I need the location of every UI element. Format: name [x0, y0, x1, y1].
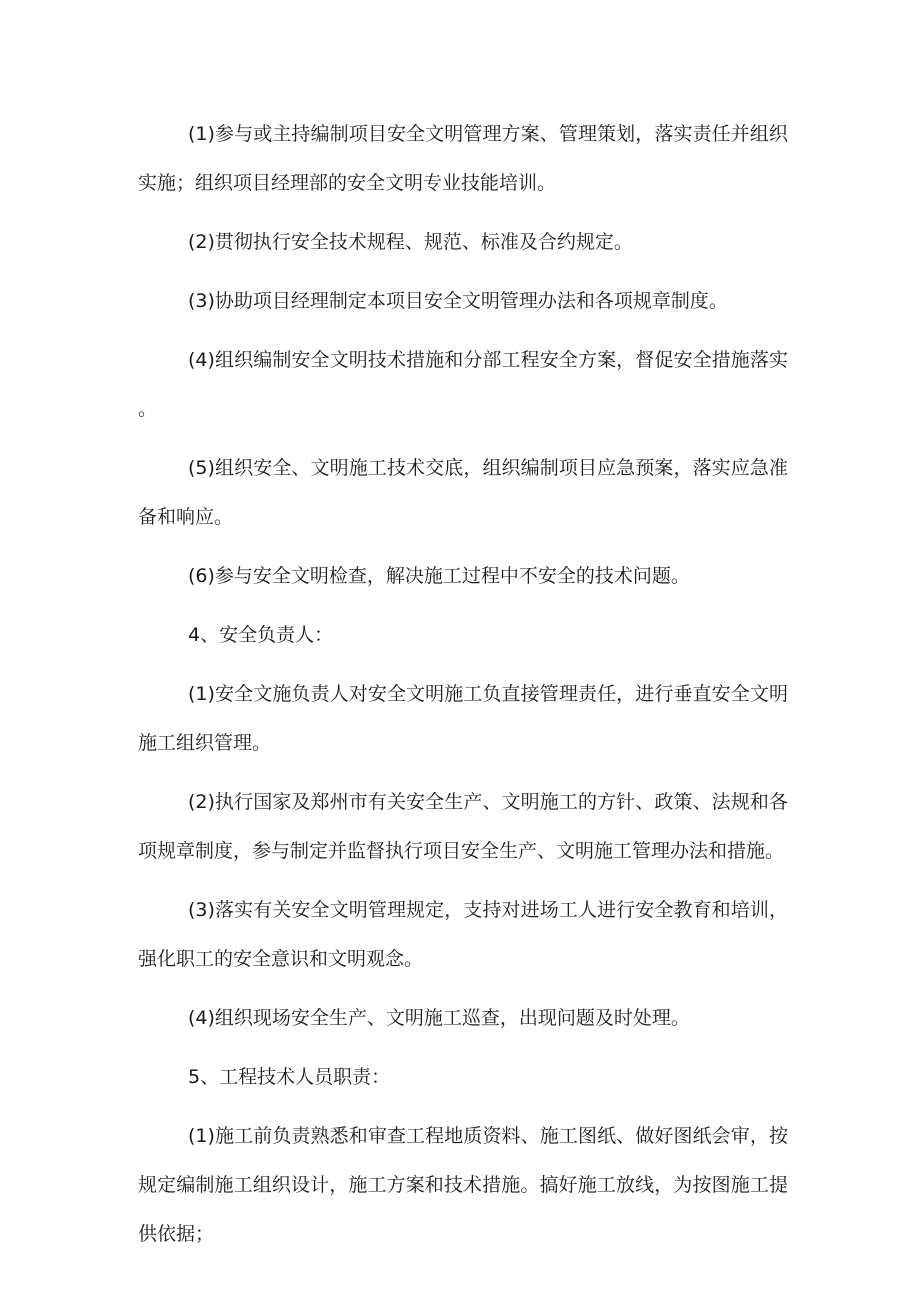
document-body: [138, 110, 788, 1269]
section-heading-safety-officer: 4、安全负责人：: [188, 624, 334, 646]
paragraph-10: (4)组织现场安全生产、文明施工巡查，出现问题及时处理。: [188, 1007, 690, 1029]
paragraph-9: (3)落实有关安全文明管理规定，支持对进场工人进行安全教育和培训，强化职工的安全意识和文明观念。: [138, 899, 788, 970]
paragraph-2: (2)贯彻执行安全技术规程、规范、标准及合约规定。: [188, 231, 633, 253]
paragraph-1: (1)参与或主持编制项目安全文明管理方案、管理策划，落实责任并组织实施；组织项目经理部的安全文明专业技能培训。: [138, 123, 788, 194]
paragraph-7: (1)安全文施负责人对安全文明施工负直接管理责任，进行垂直安全文明施工组织管理。: [138, 683, 788, 754]
paragraph-11: (1)施工前负责熟悉和审查工程地质资料、施工图纸、做好图纸会审，按规定编制施工组织设计，施工方案和技术措施。搞好施工放线，为按图施工提供依据；: [138, 1125, 788, 1245]
paragraph-5: (5)组织安全、文明施工技术交底，组织编制项目应急预案，落实应急准备和响应。: [138, 457, 788, 528]
section-heading-technical-staff: 5、工程技术人员职责：: [188, 1066, 391, 1088]
paragraph-4: (4)组织编制安全文明技术措施和分部工程安全方案，督促安全措施落实。: [138, 349, 788, 420]
paragraph-3: (3)协助项目经理制定本项目安全文明管理办法和各项规章制度。: [188, 290, 728, 312]
paragraph-6: (6)参与安全文明检查，解决施工过程中不安全的技术问题。: [188, 565, 690, 587]
paragraph-8: (2)执行国家及郑州市有关安全生产、文明施工的方针、政策、法规和各项规章制度，参与制定并监督执行项目安全生产、文明施工管理办法和措施。: [138, 791, 788, 862]
